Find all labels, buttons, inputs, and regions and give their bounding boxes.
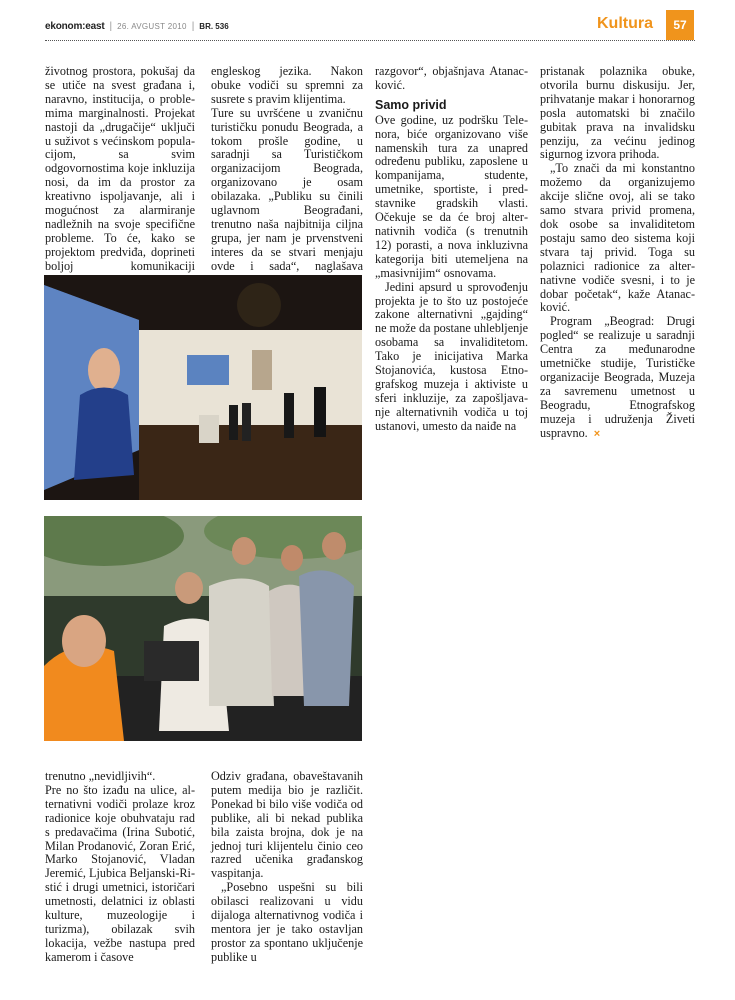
column-3 xyxy=(375,65,528,434)
bottom-col2-paragraph-1: Odziv građana, obaveštavanih putem medija bio je različit. Ponekad bi bilo više vodiča od publike, ali bi nekad publika bila zaista brojna, dok je na jednoj turi klijentelu činio ceo razred učenika građanskog vaspitanja. xyxy=(211,769,363,881)
article-end-mark: × xyxy=(593,427,601,440)
bottom-column-1 xyxy=(45,770,195,965)
col1-paragraph: životnog prostora, pokušaj da se utiče na svest građana i, naravno, institucija, o problemima marginalnosti. Projekat nastoji da „drugačije“ uključi u suživot s većinskom populacijom, sa svim odgovornostima koje inkluzija nosi, da im da prostor za kreativno ispoljavanje, ali i mogućnost za alarmiranje nadležnih na svoje specifične probleme. To će, kako se projektom predviđa, doprineti boljoj komunikaciji xyxy=(45,64,195,273)
col4-paragraph-2: „To znači da mi konstantno možemo da organizujemo akcije slične ovoj, ali se tako samo stvara privid promena, dok osobe sa invaliditetom postaju samo deo sistema koji stvara taj privid. Toga su polaznici radionice za alternativne vodiče svesni, i to je dobar početak“, kaže Atanacković. xyxy=(540,161,695,315)
page-header xyxy=(0,0,735,44)
column-4 xyxy=(540,65,695,441)
col4-paragraph-1: pristanak polaznika obuke, otvorila burnu diskusiju. Jer, prihvatanje makar i honorarnog posla automatski bi značilo gubitak prava na invalidsku penziju, za većinu jedinog sigurnog izvora prihoda. xyxy=(540,64,695,162)
magazine-name: ekonom:east xyxy=(45,21,105,32)
gallery-photo-illustration xyxy=(44,275,362,500)
magazine-masthead: ekonom:east | 26. AVGUST 2010 | BR. 536 xyxy=(45,21,229,32)
bottom-col2-paragraph-2: „Posebno uspešni su bili obilasci realizovani u vidu dijaloga alternativnog vodiča i mentora jer je tako ostavljan prostor za spontano uključenje publike u xyxy=(211,880,363,964)
issue-number: BR. 536 xyxy=(199,22,229,31)
col3-paragraph-2: Ove godine, uz podršku Telenora, biće organizovano više namenskih tura za unapred određenu publiku, zaposlene u kompanijama, studente, umetnike, sportiste, i predstavnike gradskih vlasti. Očekuje se da će broj alternativnih vodiča (s trenutnih 12) porasti, a nova inkluzivna kategorija biti utemeljena na „masivnijim“ osnovama. xyxy=(375,112,528,280)
gallery-photo xyxy=(44,275,362,500)
col3-paragraph-1: razgovor“, objašnjava Atanacković. xyxy=(375,64,528,92)
col3-subheading: Samo privid xyxy=(375,97,447,112)
col2-paragraph-2: Ture su uvršćene u zvaničnu turističku ponudu Beograda, a tokom prošle godine, u saradnji sa Turističkom organizacijom Beograda, organizovano je osam obilazaka. „Publiku su činili uglavnom Beograđani, trenutno naša najbitnija ciljna grupa, jer nam je prvenstveni interes da se stvari menjaju ovde i sada“, naglašava xyxy=(211,105,363,273)
col3-paragraph-3: Jedini apsurd u sprovođenju projekta je to što uz postojeće zakone alternativni „gajding“ ne može da postane uhlebljenje osobama sa invaliditetom. Tako je inicijativa Marka Stojanovića, kustosa Etnografskog muzeja i aktiviste u sferi inkluzije, za zapošljavanje alternativnih vodiča u toj ustanovi, umesto da naiđe na xyxy=(375,279,528,433)
column-2 xyxy=(211,65,363,288)
section-title: Kultura xyxy=(597,15,653,32)
col4-paragraph-3 xyxy=(540,315,695,441)
page-number: 57 xyxy=(666,10,694,40)
bottom-col1-paragraph-1: trenutno „nevidljivih“. xyxy=(45,769,156,783)
issue-date: 26. AVGUST 2010 xyxy=(117,22,187,31)
header-divider xyxy=(45,40,695,41)
col2-paragraph-1: engleskog jezika. Nakon obuke vodiči su spremni za susrete s pravim klijentima. xyxy=(211,64,363,106)
group-photo-illustration xyxy=(44,516,362,741)
column-1 xyxy=(45,65,195,288)
group-photo xyxy=(44,516,362,741)
bottom-column-2 xyxy=(211,770,363,965)
col4-paragraph-3-text: Program „Beograd: Drugi pogled“ se realizuje u saradnji Centra za međunarodne umetničke studije, Turističke organizacije Beograda, Muzeja za savremenu umetnost u Beogradu, Etnografskog muzeja i udruženja Živeti uspravno. xyxy=(540,314,695,440)
bottom-col1-paragraph-2: Pre no što izađu na ulice, alternativni vodiči prolaze kroz radionice koje obuhvataju rad s predavačima (Irina Subotić, Milan Prodanović, Zoran Erić, Marko Stojanović, Vladan Jeremić, Ljubica Beljanski-Ristić i drugi umetnici, istoričari umetnosti, delatnici iz oblasti kulture, muzeologije i turizma), obilazak svih lokacija, vežbe nastupa pred kamerom i časove xyxy=(45,782,195,964)
